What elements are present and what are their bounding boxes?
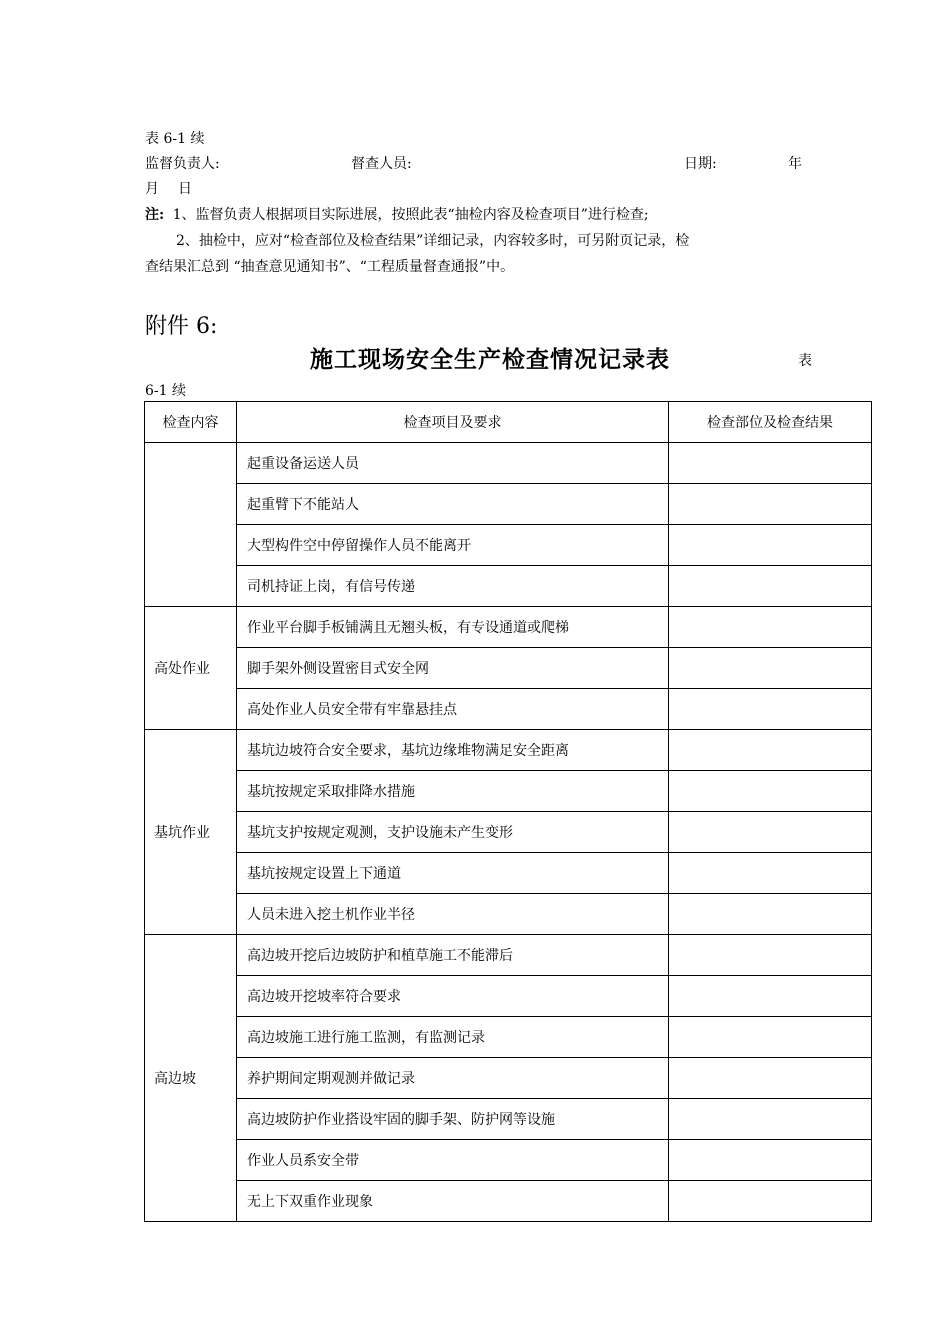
category-cell: 高边坡 [145, 935, 237, 1222]
attachment-label: 附件 6: [145, 314, 218, 339]
note-line-3: 查结果汇总到 “抽查意见通知书”、“工程质量督查通报”中。 [145, 259, 515, 275]
item-cell: 基坑边坡符合安全要求，基坑边缘堆物满足安全距离 [237, 730, 669, 771]
table-row [145, 648, 872, 689]
supervisor-label: 监督负责人: [145, 156, 220, 172]
table-row [145, 1181, 872, 1222]
item-cell: 基坑支护按规定观测，支护设施未产生变形 [237, 812, 669, 853]
document-title: 施工现场安全生产检查情况记录表 [310, 346, 670, 373]
table-number: 表 6-1 续 [145, 131, 205, 147]
result-cell[interactable] [669, 853, 872, 894]
table-row [145, 771, 872, 812]
item-cell: 高边坡开挖后边坡防护和植草施工不能滞后 [237, 935, 669, 976]
result-cell[interactable] [669, 443, 872, 484]
item-cell: 高处作业人员安全带有牢靠悬挂点 [237, 689, 669, 730]
table-row [145, 525, 872, 566]
result-cell[interactable] [669, 771, 872, 812]
item-cell: 起重臂下不能站人 [237, 484, 669, 525]
note-prefix: 注: [145, 207, 165, 223]
table-row [145, 607, 872, 648]
header-items: 检查项目及要求 [237, 402, 669, 443]
date-day: 日 [178, 181, 192, 197]
result-cell[interactable] [669, 976, 872, 1017]
result-cell[interactable] [669, 566, 872, 607]
item-cell: 作业平台脚手板铺满且无翘头板，有专设通道或爬梯 [237, 607, 669, 648]
header-category: 检查内容 [145, 402, 237, 443]
category-cell: 基坑作业 [145, 730, 237, 935]
table-row [145, 853, 872, 894]
table-row [145, 689, 872, 730]
table-row [145, 730, 872, 771]
table-row [145, 812, 872, 853]
title-suffix: 表 [798, 353, 812, 369]
result-cell[interactable] [669, 894, 872, 935]
item-cell: 起重设备运送人员 [237, 443, 669, 484]
date-label: 日期: [684, 156, 717, 172]
result-cell[interactable] [669, 689, 872, 730]
table-row [145, 484, 872, 525]
table-number-2: 6-1 续 [145, 383, 186, 399]
table-row [145, 443, 872, 484]
result-cell[interactable] [669, 1181, 872, 1222]
table-row [145, 935, 872, 976]
result-cell[interactable] [669, 525, 872, 566]
result-cell[interactable] [669, 1140, 872, 1181]
result-cell[interactable] [669, 1099, 872, 1140]
inspection-table [144, 401, 872, 1222]
result-cell[interactable] [669, 1058, 872, 1099]
item-cell: 司机持证上岗，有信号传递 [237, 566, 669, 607]
item-cell: 高边坡防护作业搭设牢固的脚手架、防护网等设施 [237, 1099, 669, 1140]
table-row [145, 1099, 872, 1140]
table-row [145, 1017, 872, 1058]
category-cell [145, 443, 237, 607]
table-row [145, 1058, 872, 1099]
result-cell[interactable] [669, 730, 872, 771]
note-line-1 [145, 204, 649, 224]
date-year: 年 [788, 156, 802, 172]
result-cell[interactable] [669, 812, 872, 853]
item-cell: 基坑按规定采取排降水措施 [237, 771, 669, 812]
table-header-row [145, 402, 872, 443]
header-result: 检查部位及检查结果 [669, 402, 872, 443]
inspector-label: 督查人员: [351, 156, 412, 172]
table-row [145, 1140, 872, 1181]
table-row [145, 566, 872, 607]
result-cell[interactable] [669, 1017, 872, 1058]
result-cell[interactable] [669, 607, 872, 648]
date-month: 月 [145, 181, 159, 197]
category-cell: 高处作业 [145, 607, 237, 730]
item-cell: 养护期间定期观测并做记录 [237, 1058, 669, 1099]
note-line-2: 2、抽检中，应对“检查部位及检查结果”详细记录，内容较多时，可另附页记录，检 [176, 233, 690, 249]
item-cell: 无上下双重作业现象 [237, 1181, 669, 1222]
table-row [145, 976, 872, 1017]
result-cell[interactable] [669, 935, 872, 976]
item-cell: 作业人员系安全带 [237, 1140, 669, 1181]
result-cell[interactable] [669, 648, 872, 689]
item-cell: 高边坡开挖坡率符合要求 [237, 976, 669, 1017]
item-cell: 大型构件空中停留操作人员不能离开 [237, 525, 669, 566]
item-cell: 基坑按规定设置上下通道 [237, 853, 669, 894]
table-row [145, 894, 872, 935]
note-text-1: 1、监督负责人根据项目实际进展，按照此表“抽检内容及检查项目”进行检查; [172, 207, 649, 223]
result-cell[interactable] [669, 484, 872, 525]
item-cell: 脚手架外侧设置密目式安全网 [237, 648, 669, 689]
item-cell: 人员未进入挖土机作业半径 [237, 894, 669, 935]
item-cell: 高边坡施工进行施工监测，有监测记录 [237, 1017, 669, 1058]
